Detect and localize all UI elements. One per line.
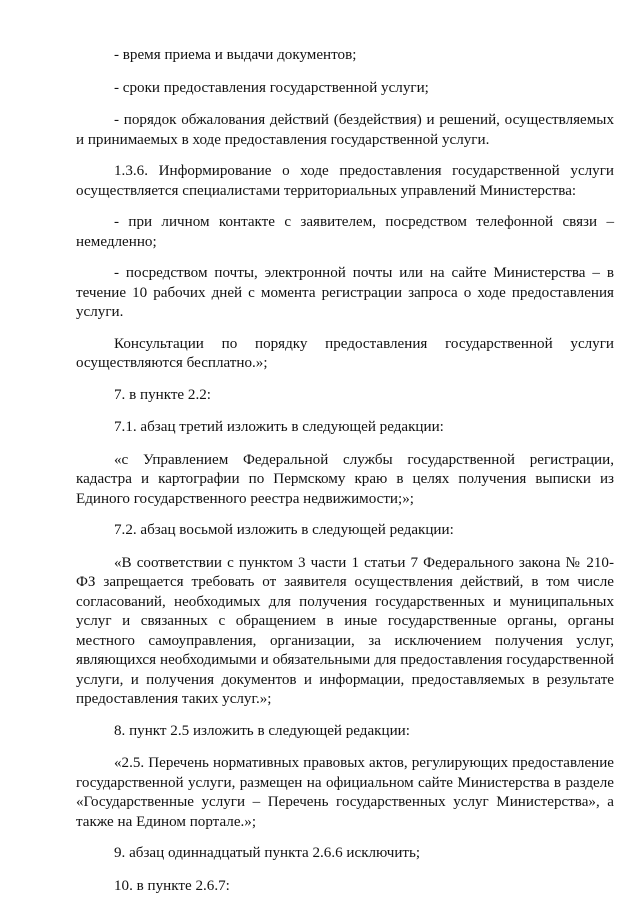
paragraph-appeal-procedure: - порядок обжалования действий (бездействия) и решений, осуществляемых и принимаемых в ходе предоставления государственной услуги.	[76, 112, 614, 148]
paragraph-2-5-quote: «2.5. Перечень нормативных правовых актов, регулирующих предоставление государственной услуги, размещен на официальном сайте Министерства в разделе «Государственные услуги – Перечень государственных услуг Министерства», а также на Едином портале.»;	[76, 755, 614, 830]
paragraph-service-terms: - сроки предоставления государственной услуги;	[114, 79, 429, 96]
paragraph-reception-time: - время приема и выдачи документов;	[114, 47, 357, 63]
paragraph-personal-contact: - при личном контакте с заявителем, посредством телефонной связи – немедленно;	[76, 214, 614, 250]
paragraph-mail-email: - посредством почты, электронной почты или на сайте Министерства – в течение 10 рабочих дней с момента регистрации запроса о ходе предоставления услуги.	[76, 265, 614, 320]
paragraph-rosreestr-quote: «с Управлением Федеральной службы государственной регистрации, кадастра и картографии по Пермскому краю в целях получения выписки из Единого государственного реестра недвижимости;»;	[76, 451, 614, 507]
paragraph-1-3-6: 1.3.6. Информирование о ходе предоставления государственной услуги осуществляется специалистами территориальных управлений Министерства:	[76, 163, 614, 199]
paragraph-item-7-1: 7.1. абзац третий изложить в следующей редакции:	[114, 419, 444, 435]
paragraph-item-8: 8. пункт 2.5 изложить в следующей редакции:	[114, 722, 410, 739]
paragraph-item-9: 9. абзац одиннадцатый пункта 2.6.6 исключить;	[114, 845, 421, 861]
paragraph-item-10: 10. в пункте 2.6.7:	[114, 877, 230, 894]
paragraph-item-7: 7. в пункте 2.2:	[114, 386, 211, 403]
paragraph-consultations: Консультации по порядку предоставления государственной услуги осуществляются бесплатно.»;	[76, 335, 614, 371]
paragraph-210-fz-quote: «В соответствии с пунктом 3 части 1 статьи 7 Федерального закона № 210-ФЗ запрещается требовать от заявителя осуществления действий, в том числе согласований, необходимых для получения государственных и муниципальных услуг и связанных с обращением в иные государственные органы, органы местного самоуправления, организации, за исключением получения услуг, являющихся необходимыми и обязательными для предоставления государственной услуги, и получения документов и информации, предоставляемых в результате предоставления таких услуг.»;	[76, 554, 614, 707]
paragraph-item-7-2: 7.2. абзац восьмой изложить в следующей редакции:	[114, 522, 454, 538]
